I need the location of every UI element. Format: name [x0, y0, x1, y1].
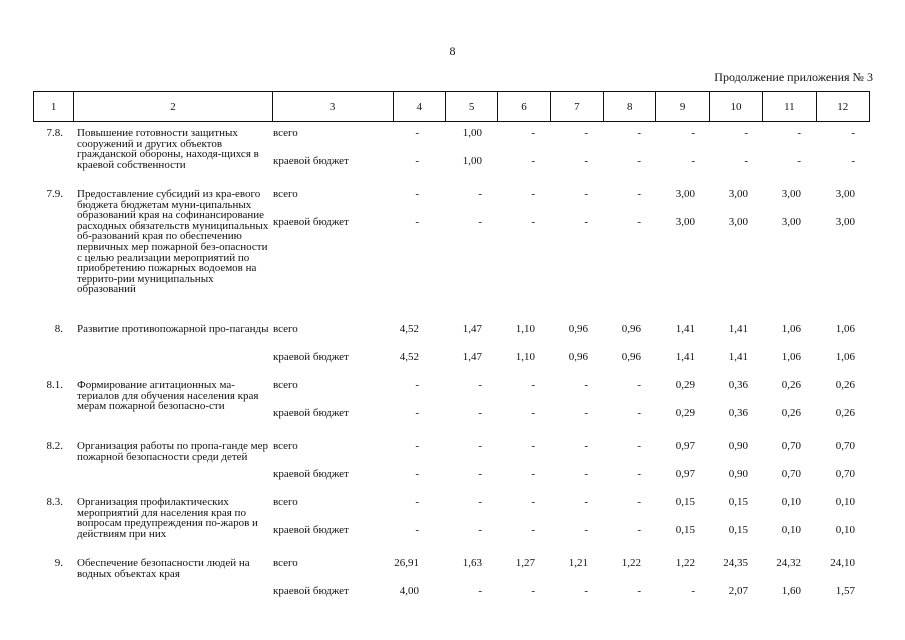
- value-budget: 0,70: [781, 468, 801, 480]
- row-name: Организация работы по пропа-ганде мер пожарной безопасности среди детей: [77, 440, 269, 463]
- row-number: 8.: [54, 323, 63, 335]
- value-budget: 0,96: [568, 351, 588, 363]
- header-cell-6: 6: [498, 92, 550, 122]
- value-budget: 0,10: [781, 524, 801, 536]
- value-budget: 1,57: [835, 585, 855, 597]
- value-total: -: [851, 127, 855, 139]
- value-budget: -: [744, 155, 748, 167]
- value-budget: 3,00: [781, 216, 801, 228]
- value-budget: 0,96: [621, 351, 641, 363]
- row-name: Предоставление субсидий из кра-евого бюджета бюджетам муни-ципальных образований края на софинансирование расходных обязательств муниципальных об-разований края по обеспечению первичных мер пожарной без-опасности с целью реализации мероприятий по приобретению пожарных водоемов на террито-рии муниципальных образований: [77, 188, 269, 296]
- value-total: -: [584, 440, 588, 452]
- value-total: -: [415, 379, 419, 391]
- row-number: 9.: [54, 557, 63, 569]
- value-budget: 1,06: [835, 351, 855, 363]
- funding-label-budget: краевой бюджет: [273, 407, 349, 419]
- value-budget: 1,06: [781, 351, 801, 363]
- funding-label-total: всего: [273, 496, 298, 508]
- value-budget: -: [531, 155, 535, 167]
- value-total: 1,63: [462, 557, 482, 569]
- header-cell-12: 12: [816, 92, 869, 122]
- value-total: 0,10: [835, 496, 855, 508]
- value-total: 0,15: [675, 496, 695, 508]
- value-budget: 3,00: [675, 216, 695, 228]
- value-total: -: [584, 127, 588, 139]
- value-total: 0,96: [568, 323, 588, 335]
- table-header: [33, 91, 870, 122]
- value-total: 4,52: [399, 323, 419, 335]
- value-budget: 0,15: [675, 524, 695, 536]
- value-total: -: [691, 127, 695, 139]
- page-number: 8: [449, 44, 456, 58]
- value-total: 3,00: [728, 188, 748, 200]
- value-total: -: [584, 188, 588, 200]
- row-name: Формирование агитационных ма-териалов для обучения населения края мерам пожарной безопасно-сти: [77, 379, 259, 413]
- value-total: 3,00: [781, 188, 801, 200]
- value-budget: 0,70: [835, 468, 855, 480]
- value-total: -: [797, 127, 801, 139]
- funding-label-total: всего: [273, 188, 298, 200]
- value-budget: -: [637, 155, 641, 167]
- value-total: 0,15: [728, 496, 748, 508]
- value-budget: 1,60: [781, 585, 801, 597]
- value-total: -: [531, 188, 535, 200]
- value-budget: 4,52: [399, 351, 419, 363]
- value-total: -: [637, 379, 641, 391]
- header-cell-2: 2: [74, 92, 272, 122]
- value-total: 1,00: [462, 127, 482, 139]
- value-budget: -: [691, 585, 695, 597]
- funding-label-budget: краевой бюджет: [273, 468, 349, 480]
- value-budget: 4,00: [399, 585, 419, 597]
- value-budget: 0,15: [728, 524, 748, 536]
- header-cell-4: 4: [393, 92, 445, 122]
- value-total: 24,10: [830, 557, 855, 569]
- row-number: 7.8.: [46, 127, 63, 139]
- value-budget: -: [584, 155, 588, 167]
- value-total: 3,00: [835, 188, 855, 200]
- header-cell-11: 11: [763, 92, 816, 122]
- value-budget: -: [637, 524, 641, 536]
- header-cell-7: 7: [550, 92, 603, 122]
- value-total: -: [637, 188, 641, 200]
- value-total: 0,96: [621, 323, 641, 335]
- value-total: -: [478, 496, 482, 508]
- value-total: 1,22: [621, 557, 641, 569]
- value-budget: 2,07: [728, 585, 748, 597]
- value-total: 0,36: [728, 379, 748, 391]
- value-budget: -: [584, 524, 588, 536]
- header-cell-1: 1: [34, 92, 74, 122]
- value-budget: -: [415, 155, 419, 167]
- value-total: -: [531, 496, 535, 508]
- value-total: 0,26: [835, 379, 855, 391]
- value-total: 1,41: [675, 323, 695, 335]
- value-total: -: [584, 379, 588, 391]
- header-cell-8: 8: [604, 92, 656, 122]
- value-total: 1,06: [835, 323, 855, 335]
- row-name: Повышение готовности защитных сооружений и других объектов гражданской обороны, находя-щихся в краевой собственности: [77, 127, 259, 171]
- value-total: 1,10: [515, 323, 535, 335]
- funding-label-budget: краевой бюджет: [273, 524, 349, 536]
- value-budget: -: [531, 216, 535, 228]
- value-total: 1,41: [728, 323, 748, 335]
- value-total: -: [478, 440, 482, 452]
- funding-label-total: всего: [273, 440, 298, 452]
- value-budget: -: [478, 468, 482, 480]
- value-budget: 0,29: [675, 407, 695, 419]
- value-total: 0,29: [675, 379, 695, 391]
- value-budget: -: [478, 524, 482, 536]
- value-total: -: [637, 496, 641, 508]
- value-total: 1,47: [462, 323, 482, 335]
- value-total: 0,97: [675, 440, 695, 452]
- value-total: -: [744, 127, 748, 139]
- value-budget: -: [478, 585, 482, 597]
- row-number: 8.1.: [46, 379, 63, 391]
- value-budget: 3,00: [728, 216, 748, 228]
- value-total: -: [415, 127, 419, 139]
- value-budget: -: [415, 216, 419, 228]
- value-total: 1,27: [515, 557, 535, 569]
- row-name: Обеспечение безопасности людей на водных объектах края: [77, 557, 250, 580]
- funding-label-budget: краевой бюджет: [273, 351, 349, 363]
- funding-label-total: всего: [273, 323, 298, 335]
- value-total: 3,00: [675, 188, 695, 200]
- value-total: 24,35: [723, 557, 748, 569]
- header-cell-10: 10: [709, 92, 762, 122]
- value-total: 0,10: [781, 496, 801, 508]
- value-budget: 1,47: [462, 351, 482, 363]
- value-budget: 1,41: [675, 351, 695, 363]
- funding-label-budget: краевой бюджет: [273, 216, 349, 228]
- header-cell-5: 5: [445, 92, 497, 122]
- value-budget: 0,36: [728, 407, 748, 419]
- value-total: 1,21: [568, 557, 588, 569]
- value-total: -: [415, 496, 419, 508]
- value-budget: 1,10: [515, 351, 535, 363]
- funding-label-budget: краевой бюджет: [273, 155, 349, 167]
- value-total: -: [415, 440, 419, 452]
- value-budget: 3,00: [835, 216, 855, 228]
- value-total: -: [637, 440, 641, 452]
- value-budget: 0,97: [675, 468, 695, 480]
- funding-label-total: всего: [273, 557, 298, 569]
- funding-label-total: всего: [273, 379, 298, 391]
- value-total: 0,70: [835, 440, 855, 452]
- header-cell-3: 3: [272, 92, 393, 122]
- value-total: -: [531, 379, 535, 391]
- value-budget: 0,10: [835, 524, 855, 536]
- value-budget: 1,41: [728, 351, 748, 363]
- value-budget: -: [637, 407, 641, 419]
- value-total: 1,06: [781, 323, 801, 335]
- value-total: -: [478, 188, 482, 200]
- value-budget: -: [637, 468, 641, 480]
- value-budget: -: [637, 216, 641, 228]
- value-total: -: [531, 440, 535, 452]
- row-number: 8.2.: [46, 440, 63, 452]
- value-budget: 1,00: [462, 155, 482, 167]
- value-total: -: [637, 127, 641, 139]
- value-total: -: [531, 127, 535, 139]
- value-budget: -: [851, 155, 855, 167]
- value-budget: 0,90: [728, 468, 748, 480]
- row-number: 8.3.: [46, 496, 63, 508]
- value-total: 1,22: [675, 557, 695, 569]
- value-total: -: [584, 496, 588, 508]
- value-budget: -: [584, 468, 588, 480]
- value-budget: -: [415, 468, 419, 480]
- value-budget: -: [478, 216, 482, 228]
- value-budget: -: [531, 407, 535, 419]
- row-name: Организация профилактических мероприятий для населения края по вопросам предупреждения по-жаров и действиям при них: [77, 496, 258, 540]
- value-budget: -: [531, 524, 535, 536]
- value-budget: -: [415, 407, 419, 419]
- value-budget: -: [584, 216, 588, 228]
- value-budget: -: [584, 407, 588, 419]
- value-budget: -: [584, 585, 588, 597]
- value-budget: -: [478, 407, 482, 419]
- value-budget: 0,26: [835, 407, 855, 419]
- value-budget: -: [415, 524, 419, 536]
- continuation-caption: Продолжение приложения № 3: [714, 70, 873, 84]
- value-budget: -: [691, 155, 695, 167]
- header-cell-9: 9: [656, 92, 709, 122]
- funding-label-total: всего: [273, 127, 298, 139]
- row-number: 7.9.: [46, 188, 63, 200]
- value-budget: -: [797, 155, 801, 167]
- value-total: -: [415, 188, 419, 200]
- value-total: 0,26: [781, 379, 801, 391]
- funding-label-budget: краевой бюджет: [273, 585, 349, 597]
- value-total: 0,70: [781, 440, 801, 452]
- value-total: -: [478, 379, 482, 391]
- value-total: 24,32: [776, 557, 801, 569]
- value-total: 0,90: [728, 440, 748, 452]
- value-budget: 0,26: [781, 407, 801, 419]
- value-total: 26,91: [394, 557, 419, 569]
- value-budget: -: [531, 468, 535, 480]
- row-name: Развитие противопожарной про-паганды: [77, 323, 269, 335]
- value-budget: -: [531, 585, 535, 597]
- value-budget: -: [637, 585, 641, 597]
